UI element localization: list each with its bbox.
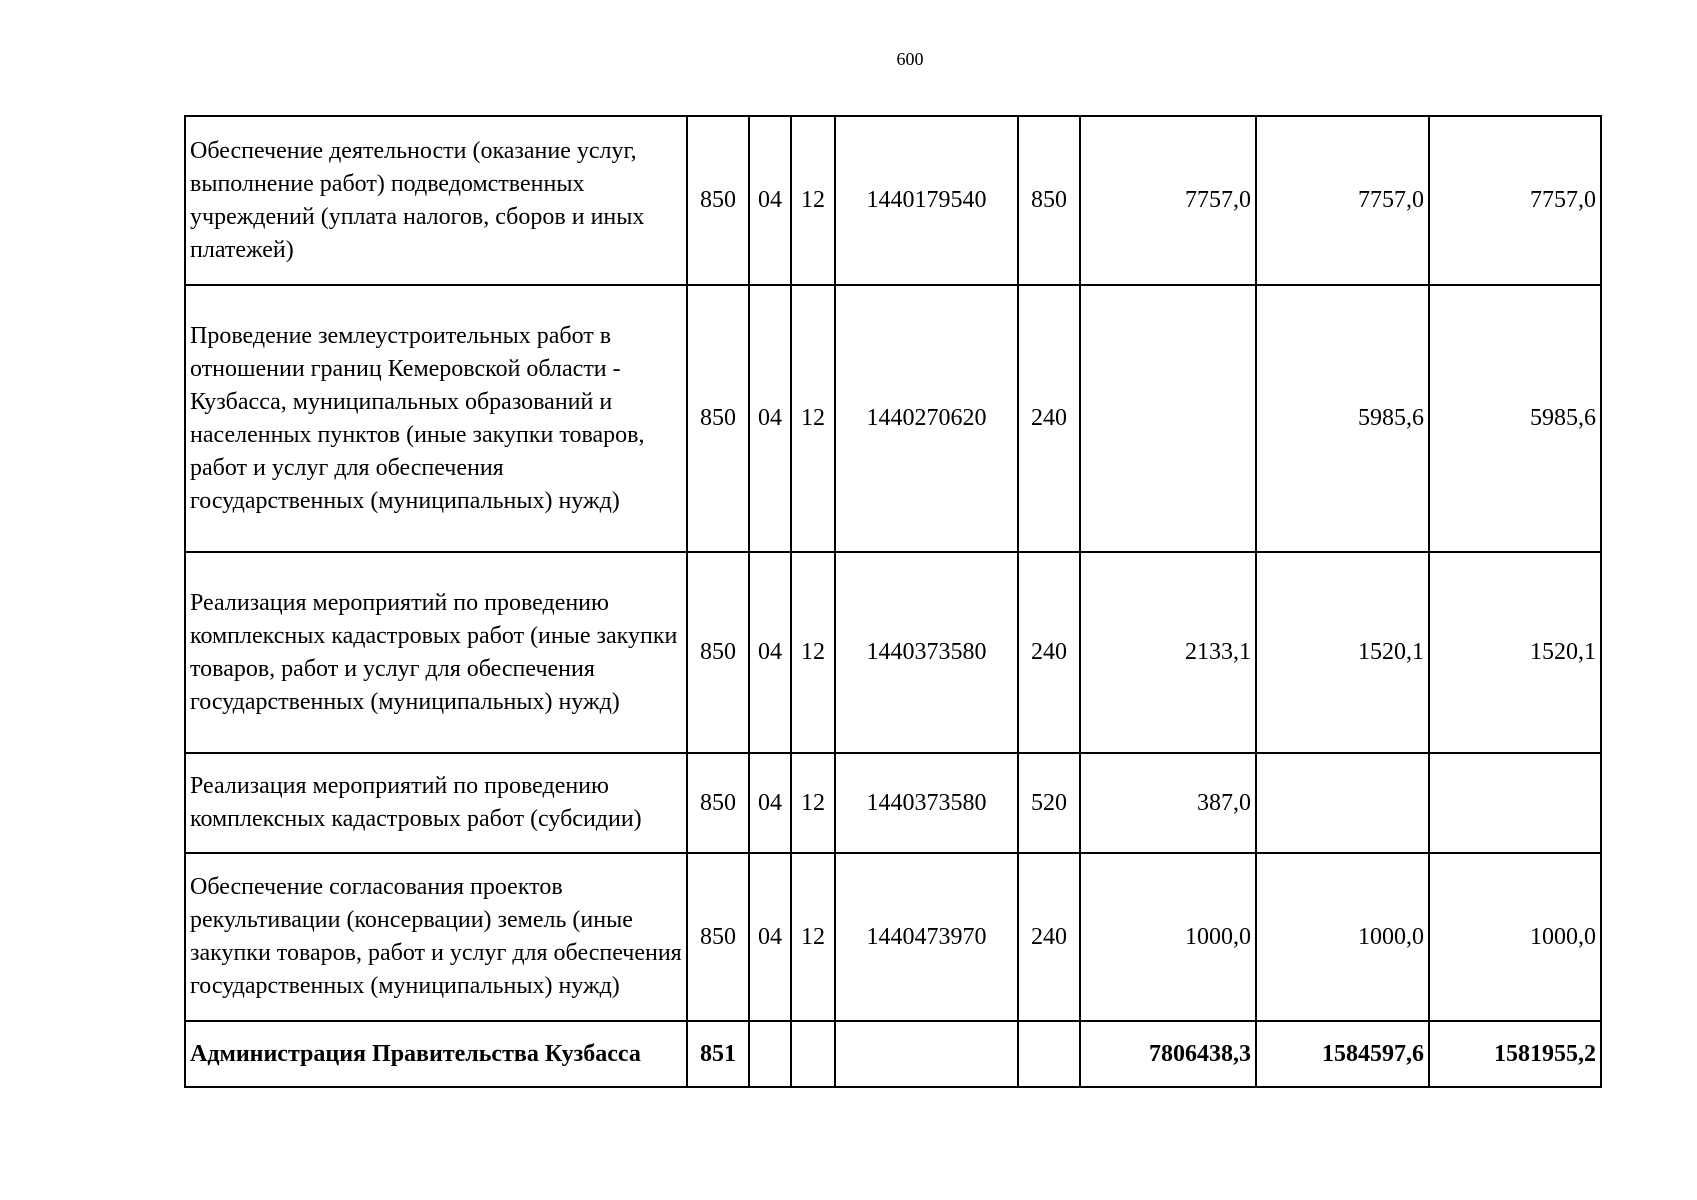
total-expense-type-cell bbox=[1018, 1021, 1080, 1087]
table-row bbox=[185, 853, 1601, 1021]
amount-cell-1 bbox=[1080, 285, 1256, 552]
section-code-cell: 04 bbox=[749, 552, 791, 753]
target-article-cell: 1440270620 bbox=[835, 285, 1018, 552]
table-row bbox=[185, 552, 1601, 753]
section-code-cell: 04 bbox=[749, 285, 791, 552]
table-row bbox=[185, 116, 1601, 285]
table-row bbox=[185, 753, 1601, 853]
expense-type-cell: 850 bbox=[1018, 116, 1080, 285]
amount-cell-1: 387,0 bbox=[1080, 753, 1256, 853]
section-code-cell: 04 bbox=[749, 853, 791, 1021]
expense-type-cell: 240 bbox=[1018, 853, 1080, 1021]
target-article-cell: 1440373580 bbox=[835, 552, 1018, 753]
table-row bbox=[185, 285, 1601, 552]
ved-code-cell: 850 bbox=[687, 116, 749, 285]
expense-type-cell: 240 bbox=[1018, 552, 1080, 753]
budget-table bbox=[184, 115, 1602, 1088]
row-name-cell: Обеспечение согласования проектов рекультивации (консервации) земель (иные закупки товаров, работ и услуг для обеспечения государственных (муниципальных) нужд) bbox=[185, 853, 687, 1021]
subsection-code-cell: 12 bbox=[791, 552, 835, 753]
total-amount-cell-1: 7806438,3 bbox=[1080, 1021, 1256, 1087]
amount-cell-3: 1520,1 bbox=[1429, 552, 1601, 753]
amount-cell-2: 1000,0 bbox=[1256, 853, 1429, 1021]
amount-cell-2: 5985,6 bbox=[1256, 285, 1429, 552]
section-code-cell: 04 bbox=[749, 753, 791, 853]
total-row bbox=[185, 1021, 1601, 1087]
expense-type-cell: 240 bbox=[1018, 285, 1080, 552]
target-article-cell: 1440473970 bbox=[835, 853, 1018, 1021]
ved-code-cell: 850 bbox=[687, 552, 749, 753]
expense-type-cell: 520 bbox=[1018, 753, 1080, 853]
amount-cell-1: 1000,0 bbox=[1080, 853, 1256, 1021]
section-code-cell: 04 bbox=[749, 116, 791, 285]
subsection-code-cell: 12 bbox=[791, 116, 835, 285]
amount-cell-3: 5985,6 bbox=[1429, 285, 1601, 552]
ved-code-cell: 850 bbox=[687, 853, 749, 1021]
subsection-code-cell: 12 bbox=[791, 285, 835, 552]
subsection-code-cell: 12 bbox=[791, 853, 835, 1021]
total-section-code-cell bbox=[749, 1021, 791, 1087]
target-article-cell: 1440179540 bbox=[835, 116, 1018, 285]
ved-code-cell: 850 bbox=[687, 753, 749, 853]
ved-code-cell: 850 bbox=[687, 285, 749, 552]
page-number: 600 bbox=[896, 49, 924, 69]
total-target-article-cell bbox=[835, 1021, 1018, 1087]
row-name-cell: Реализация мероприятий по проведению комплексных кадастровых работ (иные закупки товаров, работ и услуг для обеспечения государственных (муниципальных) нужд) bbox=[185, 552, 687, 753]
budget-table-body bbox=[185, 116, 1601, 1087]
total-subsection-code-cell bbox=[791, 1021, 835, 1087]
amount-cell-2: 7757,0 bbox=[1256, 116, 1429, 285]
amount-cell-2 bbox=[1256, 753, 1429, 853]
total-name-cell: Администрация Правительства Кузбасса bbox=[185, 1021, 687, 1087]
row-name-cell: Реализация мероприятий по проведению комплексных кадастровых работ (субсидии) bbox=[185, 753, 687, 853]
total-amount-cell-2: 1584597,6 bbox=[1256, 1021, 1429, 1087]
subsection-code-cell: 12 bbox=[791, 753, 835, 853]
target-article-cell: 1440373580 bbox=[835, 753, 1018, 853]
amount-cell-3: 7757,0 bbox=[1429, 116, 1601, 285]
amount-cell-3 bbox=[1429, 753, 1601, 853]
amount-cell-1: 2133,1 bbox=[1080, 552, 1256, 753]
amount-cell-3: 1000,0 bbox=[1429, 853, 1601, 1021]
amount-cell-1: 7757,0 bbox=[1080, 116, 1256, 285]
row-name-cell: Обеспечение деятельности (оказание услуг, выполнение работ) подведомственных учреждений (уплата налогов, сборов и иных платежей) bbox=[185, 116, 687, 285]
total-ved-code-cell: 851 bbox=[687, 1021, 749, 1087]
total-amount-cell-3: 1581955,2 bbox=[1429, 1021, 1601, 1087]
amount-cell-2: 1520,1 bbox=[1256, 552, 1429, 753]
row-name-cell: Проведение землеустроительных работ в отношении границ Кемеровской области - Кузбасса, муниципальных образований и населенных пунктов (иные закупки товаров, работ и услуг для обеспечения государственных (муниципальных) нужд) bbox=[185, 285, 687, 552]
